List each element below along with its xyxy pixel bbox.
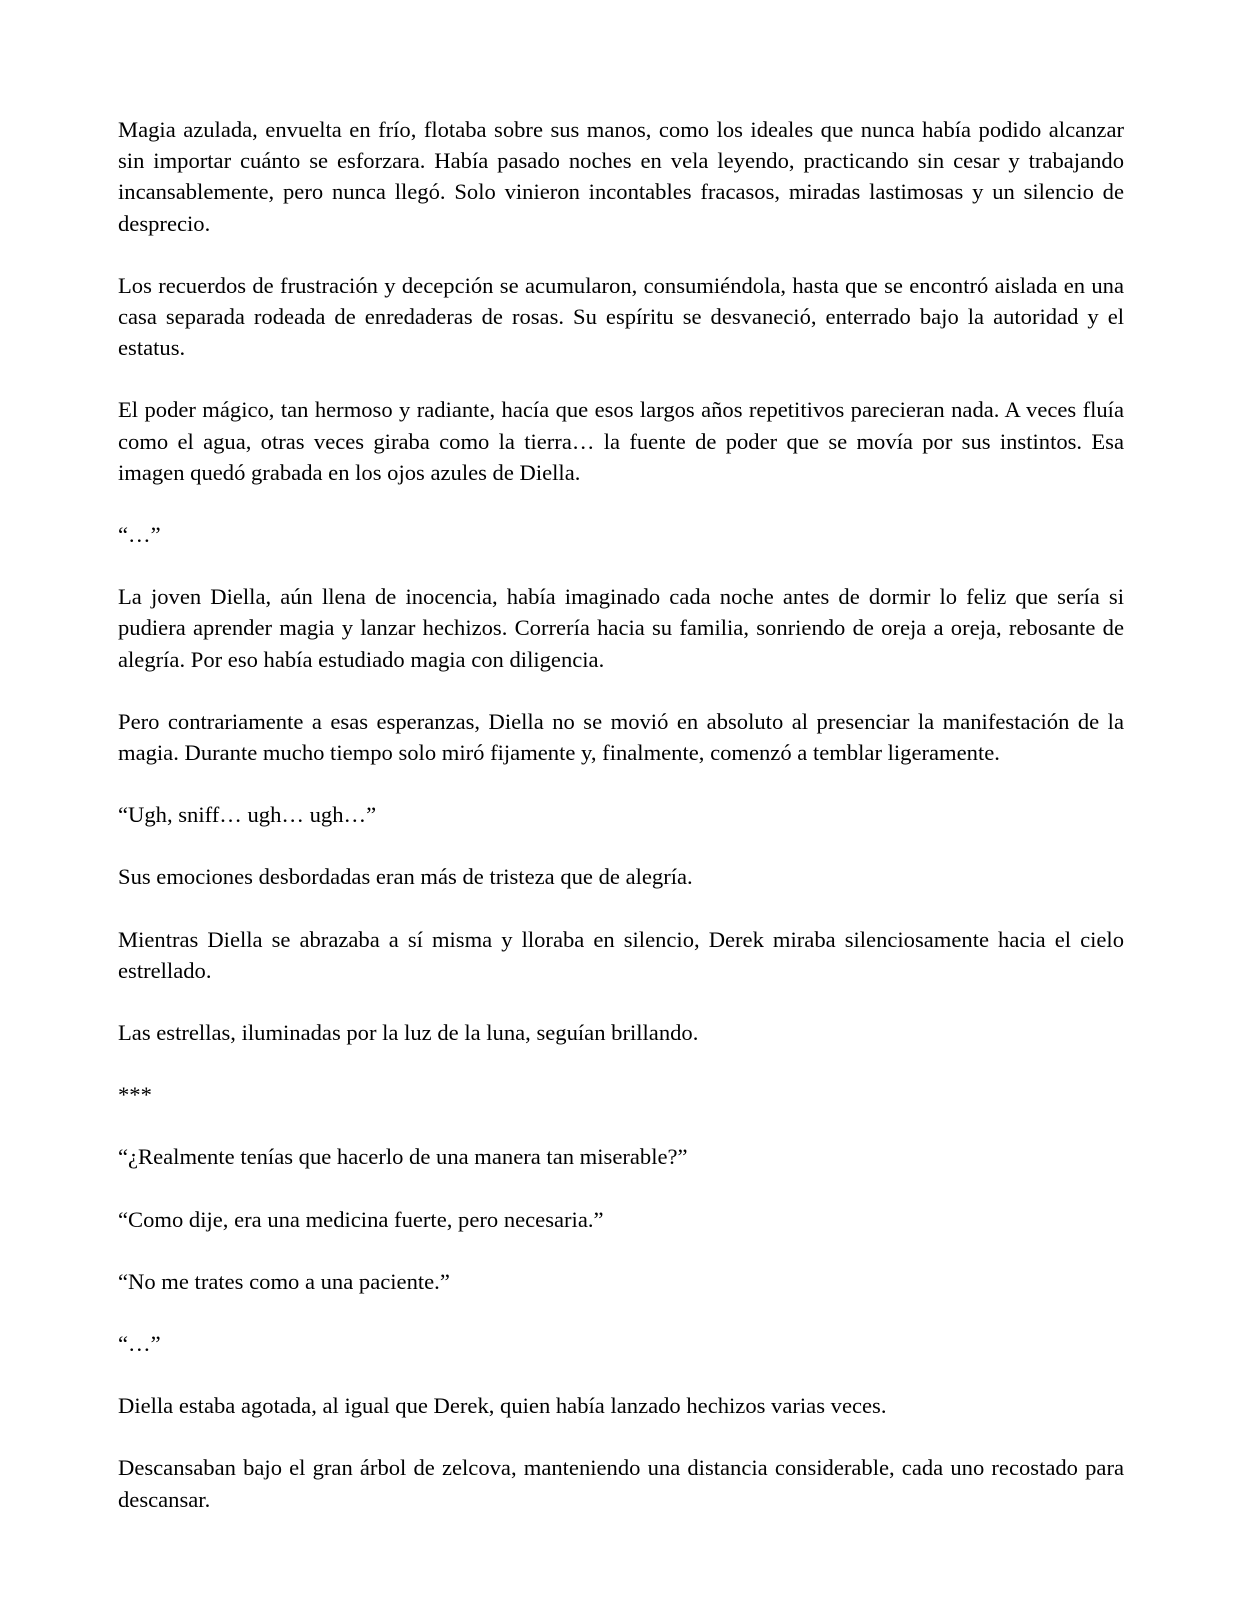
paragraph-agotada: Diella estaba agotada, al igual que Derek, quien había lanzado hechizos varias veces. — [118, 1393, 887, 1419]
dialogue-ellipsis-1: “…” — [118, 522, 161, 548]
paragraph-emociones: Sus emociones desbordadas eran más de tristeza que de alegría. — [118, 864, 693, 890]
scene-break: *** — [118, 1082, 152, 1108]
paragraph-estrellas: Las estrellas, iluminadas por la luz de la luna, seguían brillando. — [118, 1020, 699, 1046]
dialogue-ellipsis-2: “…” — [118, 1331, 161, 1357]
paragraph-descansaban: Descansaban bajo el gran árbol de zelcova, manteniendo una distancia considerable, cada uno recostado para descansar. — [118, 1455, 1124, 1512]
dialogue-no-me-trates: “No me trates como a una paciente.” — [118, 1268, 450, 1294]
paragraph-magia-azulada: Magia azulada, envuelta en frío, flotaba sobre sus manos, como los ideales que nunca había podido alcanzar sin importar cuánto se esforzara. Había pasado noches en vela leyendo, practicando sin cesar y trabajando incansablemente, pero nunca llegó. Solo vinieron incontables fracasos, miradas lastimosas y un silencio de desprecio. — [118, 117, 1124, 236]
paragraph-contrariamente: Pero contrariamente a esas esperanzas, Diella no se movió en absoluto al presenciar la manifestación de la magia. Durante mucho tiempo solo miró fijamente y, finalmente, comenzó a temblar ligeramente. — [118, 708, 1124, 766]
paragraph-poder-magico: El poder mágico, tan hermoso y radiante, hacía que esos largos años repetitivos parecieran nada. A veces fluía como el agua, otras veces giraba como la tierra… la fuente de poder que se movía por sus instintos. Esa imagen quedó grabada en los ojos azules de Diella. — [118, 397, 1124, 485]
dialogue-como-dije: “Como dije, era una medicina fuerte, pero necesaria.” — [118, 1206, 604, 1232]
paragraph-joven-diella: La joven Diella, aún llena de inocencia, había imaginado cada noche antes de dormir lo feliz que sería si pudiera aprender magia y lanzar hechizos. Correría hacia su familia, sonriendo de oreja a oreja, rebosante de alegría. Por eso había estudiado magia con diligencia. — [118, 584, 1124, 672]
paragraph-mientras-diella: Mientras Diella se abrazaba a sí misma y lloraba en silencio, Derek miraba silenciosamente hacia el cielo estrellado. — [118, 926, 1124, 983]
dialogue-realmente: “¿Realmente tenías que hacerlo de una manera tan miserable?” — [118, 1144, 688, 1170]
dialogue-sniff: “Ugh, sniff… ugh… ugh…” — [118, 802, 377, 828]
paragraph-recuerdos: Los recuerdos de frustración y decepción se acumularon, consumiéndola, hasta que se encontró aislada en una casa separada rodeada de enredaderas de rosas. Su espíritu se desvaneció, enterrado bajo la autoridad y el estatus. — [118, 272, 1124, 361]
document-page — [118, 114, 1124, 1546]
